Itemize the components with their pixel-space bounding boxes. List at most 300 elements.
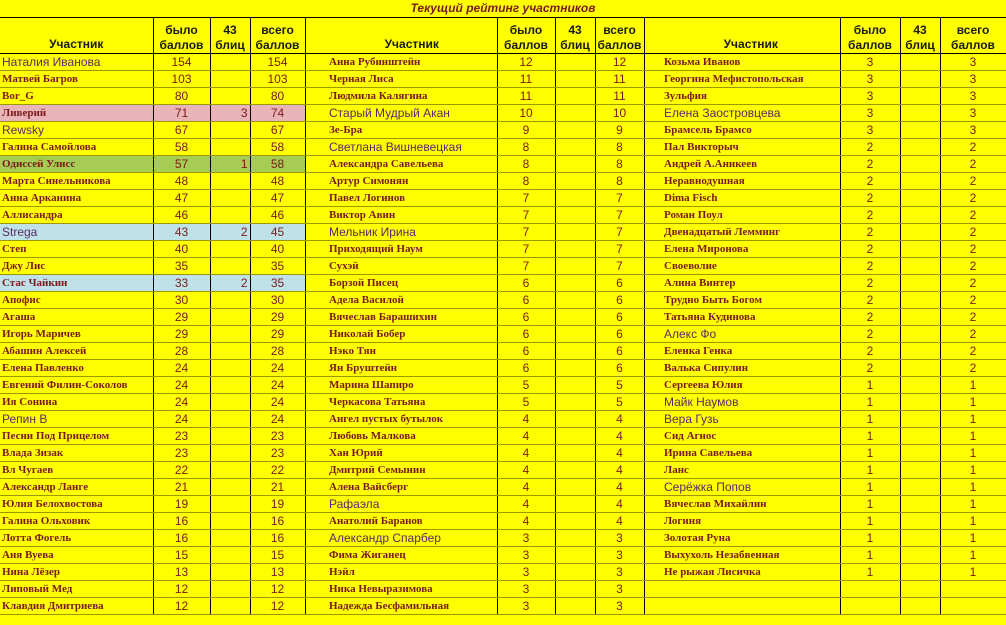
table-row (0, 564, 327, 581)
column-gap (644, 241, 662, 258)
points-total: 28 (250, 343, 305, 360)
points-total: 2 (940, 224, 1006, 241)
column-gap (644, 343, 662, 360)
points-total: 9 (595, 122, 644, 139)
points-before: 11 (497, 88, 555, 105)
participant-name: Майк Наумов (662, 394, 840, 411)
participant-name: Выхухоль Незабвенная (662, 547, 840, 564)
table-row (327, 105, 662, 122)
blitz-points (555, 88, 595, 105)
points-total: 154 (250, 54, 305, 71)
table-row (0, 547, 327, 564)
participant-name: Игорь Маричев (0, 326, 153, 343)
blitz-points (555, 258, 595, 275)
blitz-points: 2 (210, 224, 250, 241)
blitz-points (210, 513, 250, 530)
participant-name: Песни Под Прицелом (0, 428, 153, 445)
points-total: 11 (595, 71, 644, 88)
participant-name: Зульфия (662, 88, 840, 105)
blitz-points (555, 326, 595, 343)
blitz-points (555, 122, 595, 139)
points-total: 8 (595, 173, 644, 190)
header-participant: Участник (327, 18, 497, 54)
participant-name: Юлия Белохвостова (0, 496, 153, 513)
points-before: 71 (153, 105, 210, 122)
points-total: 7 (595, 190, 644, 207)
table-row (327, 224, 662, 241)
participant-name: Вячеслав Барашихин (327, 309, 497, 326)
column-gap (644, 18, 662, 54)
table-row (0, 190, 327, 207)
points-total: 21 (250, 479, 305, 496)
points-total: 1 (940, 479, 1006, 496)
participant-name: Надежда Бесфамильная (327, 598, 497, 615)
blitz-points (900, 258, 940, 275)
points-before: 12 (153, 581, 210, 598)
points-total: 8 (595, 156, 644, 173)
column-gap (305, 462, 327, 479)
participant-name: Анатолий Баранов (327, 513, 497, 530)
points-total: 35 (250, 275, 305, 292)
table-row (662, 207, 1006, 224)
points-total: 23 (250, 428, 305, 445)
blitz-points (555, 360, 595, 377)
column-gap (305, 581, 327, 598)
participant-name: Липовый Мед (0, 581, 153, 598)
participant-name: Bor_G (0, 88, 153, 105)
blitz-points (555, 598, 595, 615)
participant-name: Георгина Мефистопольская (662, 71, 840, 88)
blitz-points (210, 360, 250, 377)
points-total: 6 (595, 343, 644, 360)
points-before: 43 (153, 224, 210, 241)
participant-name: Серёжка Попов (662, 479, 840, 496)
column-gap (644, 54, 662, 71)
table-row (327, 411, 662, 428)
points-before: 8 (497, 139, 555, 156)
table-row (327, 122, 662, 139)
blitz-points (555, 275, 595, 292)
column-gap (305, 598, 327, 615)
points-total: 23 (250, 445, 305, 462)
points-total: 2 (940, 309, 1006, 326)
table-row (327, 394, 662, 411)
blitz-points (900, 530, 940, 547)
blitz-points (210, 598, 250, 615)
table-row (0, 394, 327, 411)
points-before: 9 (497, 122, 555, 139)
table-row (327, 496, 662, 513)
blitz-points (555, 207, 595, 224)
blitz-points (555, 105, 595, 122)
blitz-points (900, 207, 940, 224)
participant-name: Вл Чугаев (0, 462, 153, 479)
participant-name: Козьма Иванов (662, 54, 840, 71)
points-before: 3 (497, 547, 555, 564)
blitz-points (900, 598, 940, 615)
points-before: 21 (153, 479, 210, 496)
table-row (327, 462, 662, 479)
points-before: 4 (497, 496, 555, 513)
points-total: 7 (595, 207, 644, 224)
blitz-points (210, 309, 250, 326)
points-before: 12 (153, 598, 210, 615)
blitz-points (555, 190, 595, 207)
points-total: 1 (940, 530, 1006, 547)
participant-name: Роман Поул (662, 207, 840, 224)
points-total: 1 (940, 496, 1006, 513)
points-total: 6 (595, 360, 644, 377)
table-row (662, 360, 1006, 377)
column-gap (305, 377, 327, 394)
table-row (327, 343, 662, 360)
participant-name: Одиссей Улисс (0, 156, 153, 173)
participant-name: Алена Вайсберг (327, 479, 497, 496)
table-row (0, 343, 327, 360)
blitz-points (900, 343, 940, 360)
participant-name: Степ (0, 241, 153, 258)
table-row (327, 156, 662, 173)
table-row (662, 309, 1006, 326)
table-row (662, 428, 1006, 445)
points-total: 3 (595, 547, 644, 564)
blitz-points (555, 139, 595, 156)
blitz-points (555, 343, 595, 360)
blitz-points (900, 428, 940, 445)
participant-name (662, 581, 840, 598)
points-before: 2 (840, 309, 900, 326)
participant-name: Своеволие (662, 258, 840, 275)
column-gap (644, 326, 662, 343)
column-gap (644, 360, 662, 377)
column-gap (305, 428, 327, 445)
blitz-points (210, 479, 250, 496)
points-before: 11 (497, 71, 555, 88)
column-gap (305, 207, 327, 224)
column-gap (305, 190, 327, 207)
points-before: 58 (153, 139, 210, 156)
blitz-points (900, 190, 940, 207)
column-gap (644, 564, 662, 581)
table-row (662, 292, 1006, 309)
table-row (327, 445, 662, 462)
table-row (0, 513, 327, 530)
points-before: 16 (153, 513, 210, 530)
table-row (662, 377, 1006, 394)
participant-name: Ланс (662, 462, 840, 479)
points-before: 1 (840, 445, 900, 462)
blitz-points (555, 394, 595, 411)
table-row (0, 258, 327, 275)
points-before: 4 (497, 445, 555, 462)
points-total: 24 (250, 411, 305, 428)
points-before: 48 (153, 173, 210, 190)
blitz-points (210, 445, 250, 462)
blitz-points (210, 207, 250, 224)
participant-name: Неравнодушная (662, 173, 840, 190)
blitz-points (210, 292, 250, 309)
blitz-points (555, 581, 595, 598)
participant-name: Логиня (662, 513, 840, 530)
participant-name: Абашин Алексей (0, 343, 153, 360)
blitz-points (210, 71, 250, 88)
table-row (662, 190, 1006, 207)
column-gap (305, 122, 327, 139)
participant-name: Клавдия Дмитриева (0, 598, 153, 615)
table-row (662, 326, 1006, 343)
points-total: 47 (250, 190, 305, 207)
participant-name: Не рыжая Лисичка (662, 564, 840, 581)
header-blitz: 43 блиц (900, 18, 940, 54)
points-total: 12 (250, 581, 305, 598)
header-blitz: 43 блиц (210, 18, 250, 54)
participant-name: Нэйл (327, 564, 497, 581)
points-total: 3 (595, 581, 644, 598)
column-gap (644, 462, 662, 479)
column-gap (305, 530, 327, 547)
blitz-points (900, 156, 940, 173)
blitz-points (900, 224, 940, 241)
participant-name: Старый Мудрый Акан (327, 105, 497, 122)
blitz-points (900, 292, 940, 309)
column-gap (305, 71, 327, 88)
points-before: 103 (153, 71, 210, 88)
table-row (0, 173, 327, 190)
points-total: 29 (250, 326, 305, 343)
points-total: 7 (595, 224, 644, 241)
points-total: 2 (940, 139, 1006, 156)
points-total: 15 (250, 547, 305, 564)
table-row (662, 564, 1006, 581)
participant-name: Strega (0, 224, 153, 241)
column-gap (305, 513, 327, 530)
header-participant: Участник (662, 18, 840, 54)
points-before (840, 598, 900, 615)
points-total: 1 (940, 513, 1006, 530)
points-total: 10 (595, 105, 644, 122)
points-before: 23 (153, 428, 210, 445)
participant-name: Любовь Малкова (327, 428, 497, 445)
column-gap (644, 394, 662, 411)
table-row (0, 411, 327, 428)
participant-name: Трудно Быть Богом (662, 292, 840, 309)
column-gap (305, 173, 327, 190)
blitz-points (555, 71, 595, 88)
blitz-points (210, 258, 250, 275)
participant-name: Людмила Калягина (327, 88, 497, 105)
points-total: 5 (595, 377, 644, 394)
points-before: 24 (153, 394, 210, 411)
table-row (0, 139, 327, 156)
blitz-points (900, 445, 940, 462)
points-total: 74 (250, 105, 305, 122)
participant-name: Мельник Ирина (327, 224, 497, 241)
participant-name: Валька Сипулин (662, 360, 840, 377)
header-participant: Участник (0, 18, 153, 54)
column-gap (644, 411, 662, 428)
table-row (662, 411, 1006, 428)
table-row (327, 530, 662, 547)
points-total: 2 (940, 292, 1006, 309)
participant-name: Марта Синельникова (0, 173, 153, 190)
table-row (0, 224, 327, 241)
blitz-points (555, 428, 595, 445)
points-before: 13 (153, 564, 210, 581)
participant-name: Ангел пустых бутылок (327, 411, 497, 428)
table-row (327, 360, 662, 377)
participant-name: Сид Агнос (662, 428, 840, 445)
blitz-points (900, 54, 940, 71)
participant-name: Черкасова Татьяна (327, 394, 497, 411)
participant-name: Ирина Савельева (662, 445, 840, 462)
points-before: 2 (840, 173, 900, 190)
points-before: 22 (153, 462, 210, 479)
column-gap (644, 581, 662, 598)
blitz-points (555, 411, 595, 428)
blitz-points (555, 241, 595, 258)
blitz-points (555, 309, 595, 326)
column-gap (644, 207, 662, 224)
blitz-points (900, 139, 940, 156)
points-total: 2 (940, 207, 1006, 224)
column-gap (644, 377, 662, 394)
points-before: 7 (497, 207, 555, 224)
column-gap (305, 343, 327, 360)
column-gap (644, 530, 662, 547)
table-row (662, 173, 1006, 190)
column-gap (305, 241, 327, 258)
table-row (327, 258, 662, 275)
participant-name: Еленка Генка (662, 343, 840, 360)
table-row (662, 547, 1006, 564)
blitz-points (900, 105, 940, 122)
points-before: 3 (840, 105, 900, 122)
participant-name: Рафаэла (327, 496, 497, 513)
points-total: 12 (250, 598, 305, 615)
blitz-points (555, 479, 595, 496)
points-before: 29 (153, 326, 210, 343)
points-before: 3 (840, 122, 900, 139)
points-total: 1 (940, 394, 1006, 411)
rating-table-3 (662, 18, 1006, 615)
participant-name: Лотта Фогель (0, 530, 153, 547)
points-total: 3 (940, 105, 1006, 122)
points-total: 67 (250, 122, 305, 139)
points-total: 22 (250, 462, 305, 479)
points-before: 1 (840, 530, 900, 547)
blitz-points (555, 496, 595, 513)
participant-name: Александра Савельева (327, 156, 497, 173)
column-gap (305, 496, 327, 513)
points-before: 7 (497, 224, 555, 241)
points-total: 5 (595, 394, 644, 411)
blitz-points (210, 462, 250, 479)
points-total: 19 (250, 496, 305, 513)
column-gap (305, 88, 327, 105)
column-gap (305, 258, 327, 275)
points-before: 1 (840, 496, 900, 513)
blitz-points (555, 564, 595, 581)
participant-name: Артур Симонян (327, 173, 497, 190)
header-before: было баллов (497, 18, 555, 54)
participant-name: Борзой Писец (327, 275, 497, 292)
points-before: 5 (497, 377, 555, 394)
points-before: 7 (497, 258, 555, 275)
points-before: 24 (153, 411, 210, 428)
points-before: 4 (497, 411, 555, 428)
blitz-points (900, 479, 940, 496)
points-total: 11 (595, 88, 644, 105)
points-before: 16 (153, 530, 210, 547)
participant-name: Стас Чайкин (0, 275, 153, 292)
participant-name: Dima Fisch (662, 190, 840, 207)
points-before: 1 (840, 394, 900, 411)
points-before: 2 (840, 139, 900, 156)
blitz-points (900, 88, 940, 105)
column-gap (644, 445, 662, 462)
header-total: всего баллов (940, 18, 1006, 54)
column-gap (644, 479, 662, 496)
rating-table-1 (0, 18, 328, 615)
table-row (327, 190, 662, 207)
points-total: 7 (595, 258, 644, 275)
table-row (0, 445, 327, 462)
blitz-points (900, 173, 940, 190)
points-total: 1 (940, 462, 1006, 479)
points-total: 48 (250, 173, 305, 190)
points-before: 12 (497, 54, 555, 71)
points-before: 24 (153, 360, 210, 377)
table-row (662, 530, 1006, 547)
points-before: 3 (497, 581, 555, 598)
participant-name: Хан Юрий (327, 445, 497, 462)
column-gap (644, 122, 662, 139)
table-row (327, 207, 662, 224)
participant-name: Виктор Авин (327, 207, 497, 224)
blitz-points (210, 581, 250, 598)
blitz-points: 1 (210, 156, 250, 173)
points-total: 80 (250, 88, 305, 105)
table-row (0, 581, 327, 598)
blitz-points: 2 (210, 275, 250, 292)
blitz-points (900, 326, 940, 343)
points-total: 3 (595, 598, 644, 615)
blitz-points (900, 275, 940, 292)
points-total: 2 (940, 343, 1006, 360)
table-row (662, 275, 1006, 292)
table-row (0, 479, 327, 496)
table-row (327, 479, 662, 496)
points-total: 3 (940, 71, 1006, 88)
points-total: 2 (940, 360, 1006, 377)
column-gap (305, 139, 327, 156)
participant-name: Ян Бруштейн (327, 360, 497, 377)
points-before: 33 (153, 275, 210, 292)
points-before: 57 (153, 156, 210, 173)
table-row (662, 156, 1006, 173)
table-row (0, 598, 327, 615)
points-total: 2 (940, 326, 1006, 343)
participant-name: Матвей Багров (0, 71, 153, 88)
points-before: 154 (153, 54, 210, 71)
blitz-points (900, 360, 940, 377)
column-gap (305, 479, 327, 496)
points-before: 47 (153, 190, 210, 207)
column-gap (305, 445, 327, 462)
participant-name: Галина Самойлова (0, 139, 153, 156)
table-header (327, 18, 662, 54)
points-total: 2 (940, 190, 1006, 207)
